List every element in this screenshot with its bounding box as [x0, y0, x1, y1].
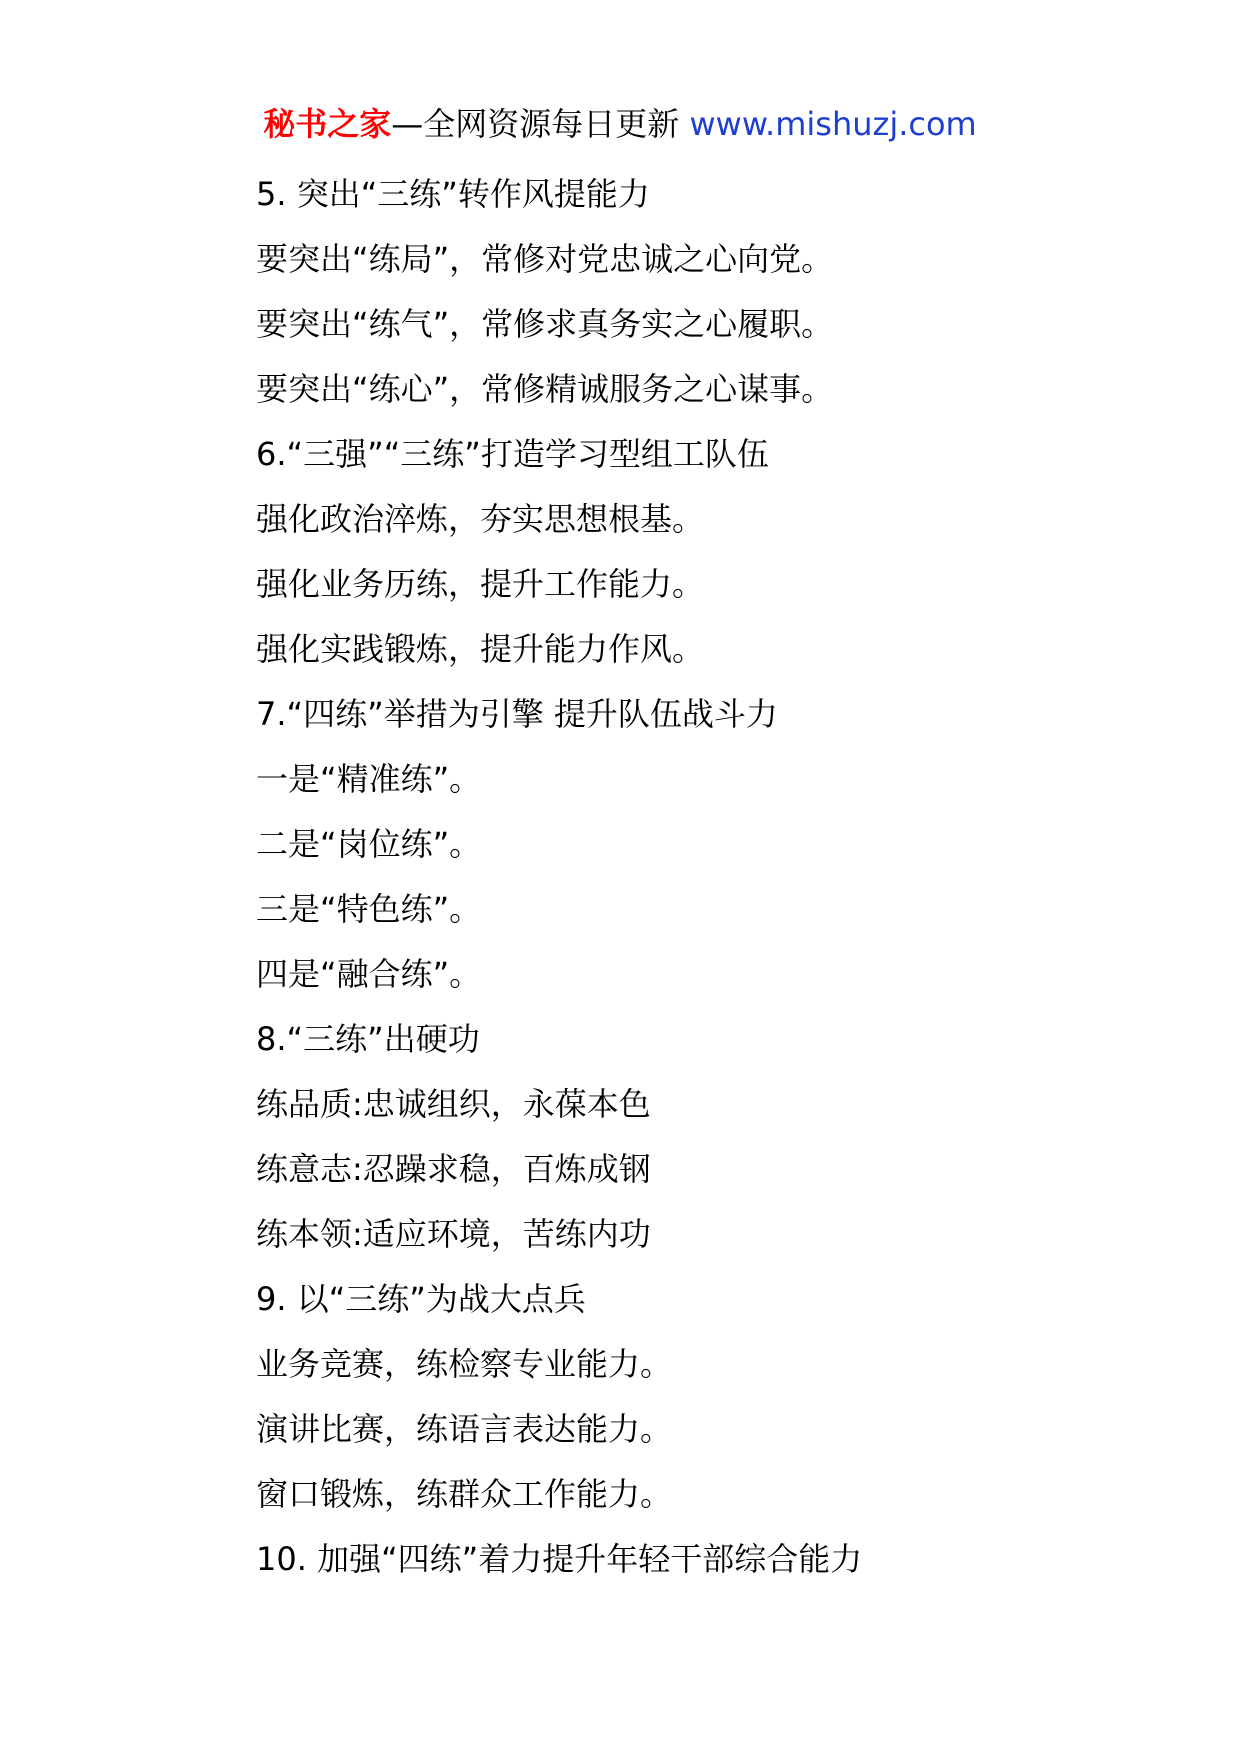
section-heading-7: 7.“四练”举措为引擎 提升队伍战斗力 [256, 695, 778, 733]
body-line: 练品质:忠诚组织，永葆本色 [256, 1085, 651, 1123]
body-line: 要突出“练局”，常修对党忠诚之心向党。 [256, 240, 834, 278]
section-heading-5: 5. 突出“三练”转作风提能力 [256, 175, 650, 213]
site-url-link[interactable]: www.mishuzj.com [689, 105, 977, 143]
body-line: 强化实践锻炼，提升能力作风。 [256, 630, 705, 668]
body-line: 一是“精准练”。 [256, 760, 482, 798]
body-line: 练本领:适应环境，苦练内功 [256, 1215, 651, 1253]
body-line: 四是“融合练”。 [256, 955, 482, 993]
brand-name: 秘书之家 [263, 105, 392, 143]
section-heading-8: 8.“三练”出硬功 [256, 1020, 480, 1058]
body-line: 强化政治淬炼，夯实思想根基。 [256, 500, 705, 538]
section-heading-9: 9. 以“三练”为战大点兵 [256, 1280, 586, 1318]
body-line: 演讲比赛，练语言表达能力。 [256, 1410, 673, 1448]
header-tagline: —全网资源每日更新 [391, 105, 680, 143]
section-heading-10: 10. 加强“四练”着力提升年轻干部综合能力 [256, 1540, 863, 1578]
body-line: 要突出“练气”，常修求真务实之心履职。 [256, 305, 834, 343]
page-header [0, 100, 1240, 148]
body-line: 练意志:忍躁求稳，百炼成钢 [256, 1150, 651, 1188]
body-line: 三是“特色练”。 [256, 890, 482, 928]
section-heading-6: 6.“三强”“三练”打造学习型组工队伍 [256, 435, 769, 473]
body-line: 业务竞赛，练检察专业能力。 [256, 1345, 673, 1383]
body-line: 窗口锻炼，练群众工作能力。 [256, 1475, 673, 1513]
document-body [256, 162, 1216, 1592]
body-line: 要突出“练心”，常修精诚服务之心谋事。 [256, 370, 834, 408]
body-line: 二是“岗位练”。 [256, 825, 482, 863]
body-line: 强化业务历练，提升工作能力。 [256, 565, 705, 603]
